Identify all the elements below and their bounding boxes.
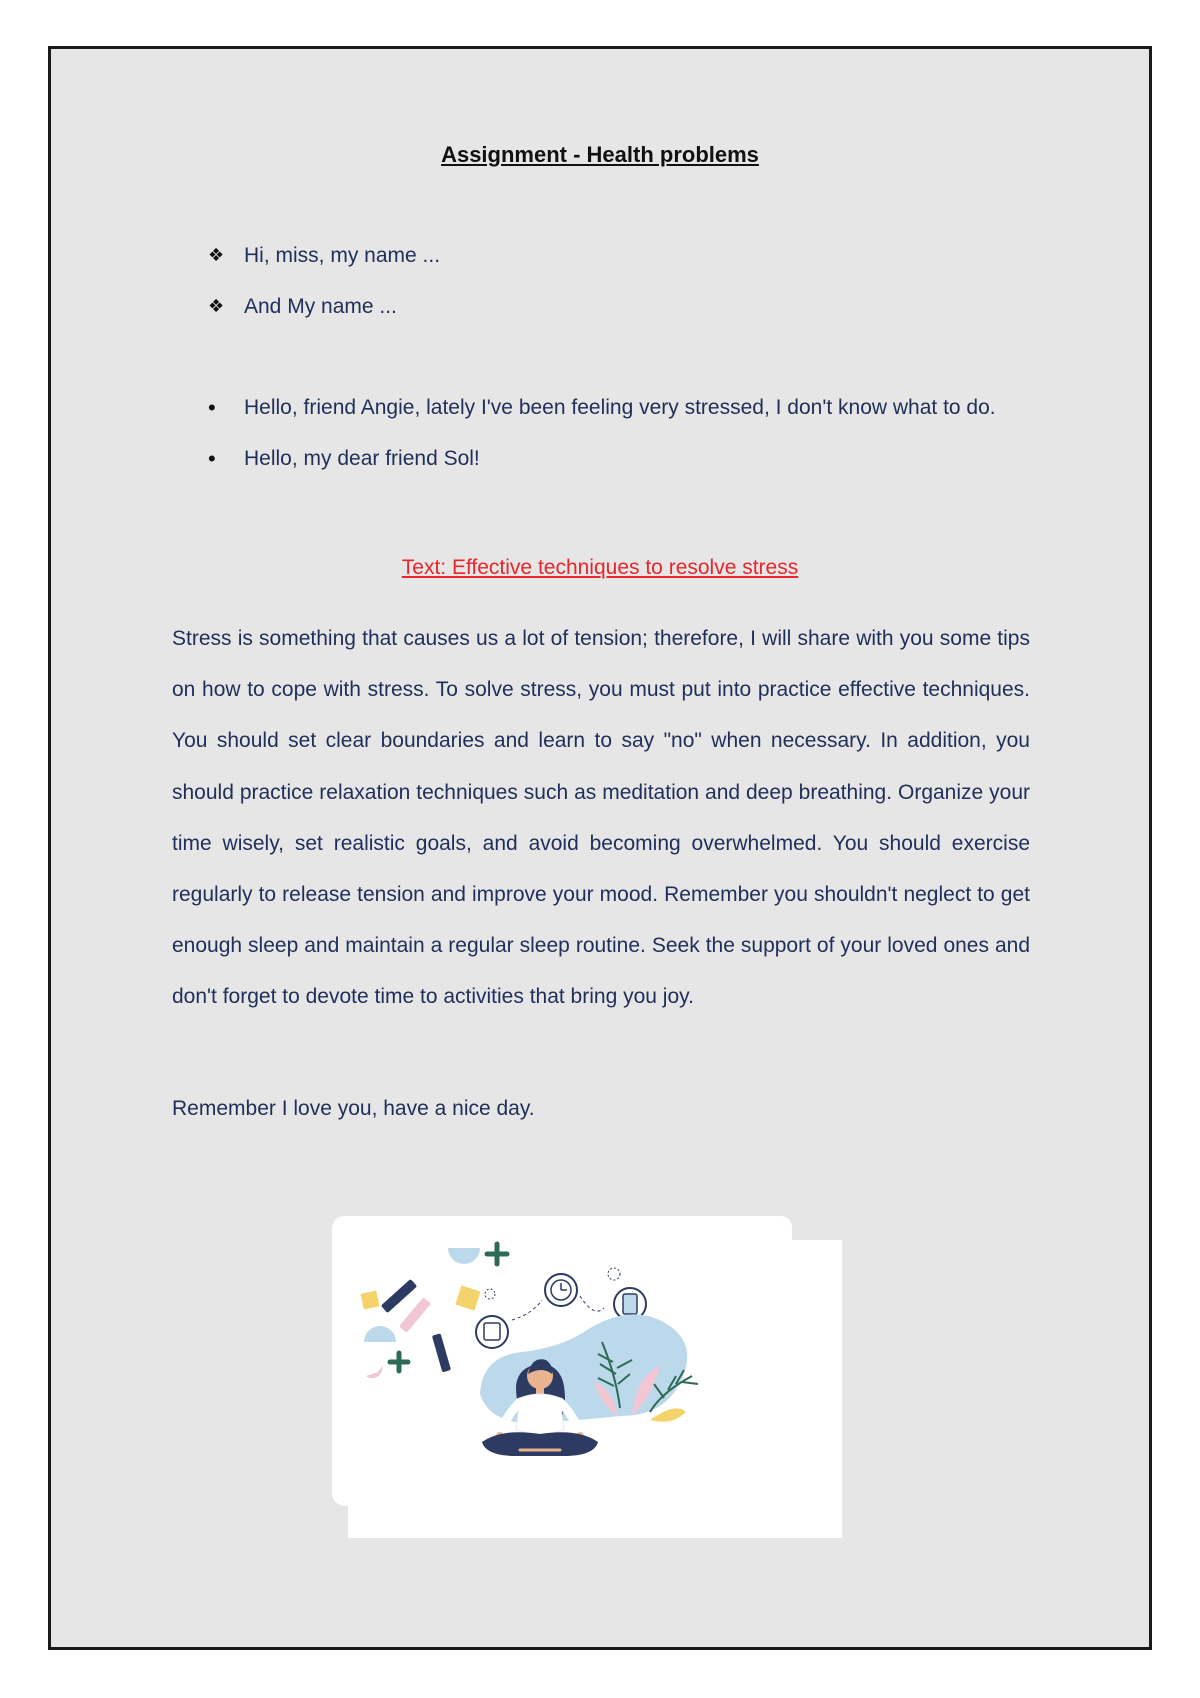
page-title: Assignment - Health problems [441,142,759,167]
list-item [208,281,440,332]
dot-bullet-icon: • [208,446,216,471]
body-paragraph: Stress is something that causes us a lot of tension; therefore, I will share with you some tips on how to cope with stress. To solve stress, you must put into practice effective techniques. You should set clear boundaries and learn to say "no" when necessary. In addition, you should practice relaxation techniques such as meditation and deep breathing. Organize your time wisely, set realistic goals, and avoid becoming overwhelmed. You should exercise regularly to release tension and improve your mood. Remember you shouldn't neglect to get enough sleep and maintain a regular sleep routine. Seek the support of your loved ones and don't forget to devote time to activities that bring you joy. [172,627,1030,1009]
intro-line: Hi, miss, my name ... [244,244,441,267]
closing-line: Remember I love you, have a nice day. [172,1097,535,1120]
intro-list [208,230,440,332]
diamond-bullet-icon: ❖ [208,296,225,316]
text-heading: Text: Effective techniques to resolve stress [401,556,799,579]
dialogue-line: Hello, my dear friend Sol! [244,447,480,470]
list-item [208,382,1030,433]
list-item [208,230,440,281]
list-item [208,433,1030,484]
dot-bullet-icon: • [208,395,216,420]
dialogue-line: Hello, friend Angie, lately I've been feeling very stressed, I don't know what to do. [244,396,996,419]
diamond-bullet-icon: ❖ [208,245,225,265]
dialogue-list [208,382,1030,484]
meditation-illustration-icon [332,1216,842,1538]
intro-line: And My name ... [244,295,397,318]
